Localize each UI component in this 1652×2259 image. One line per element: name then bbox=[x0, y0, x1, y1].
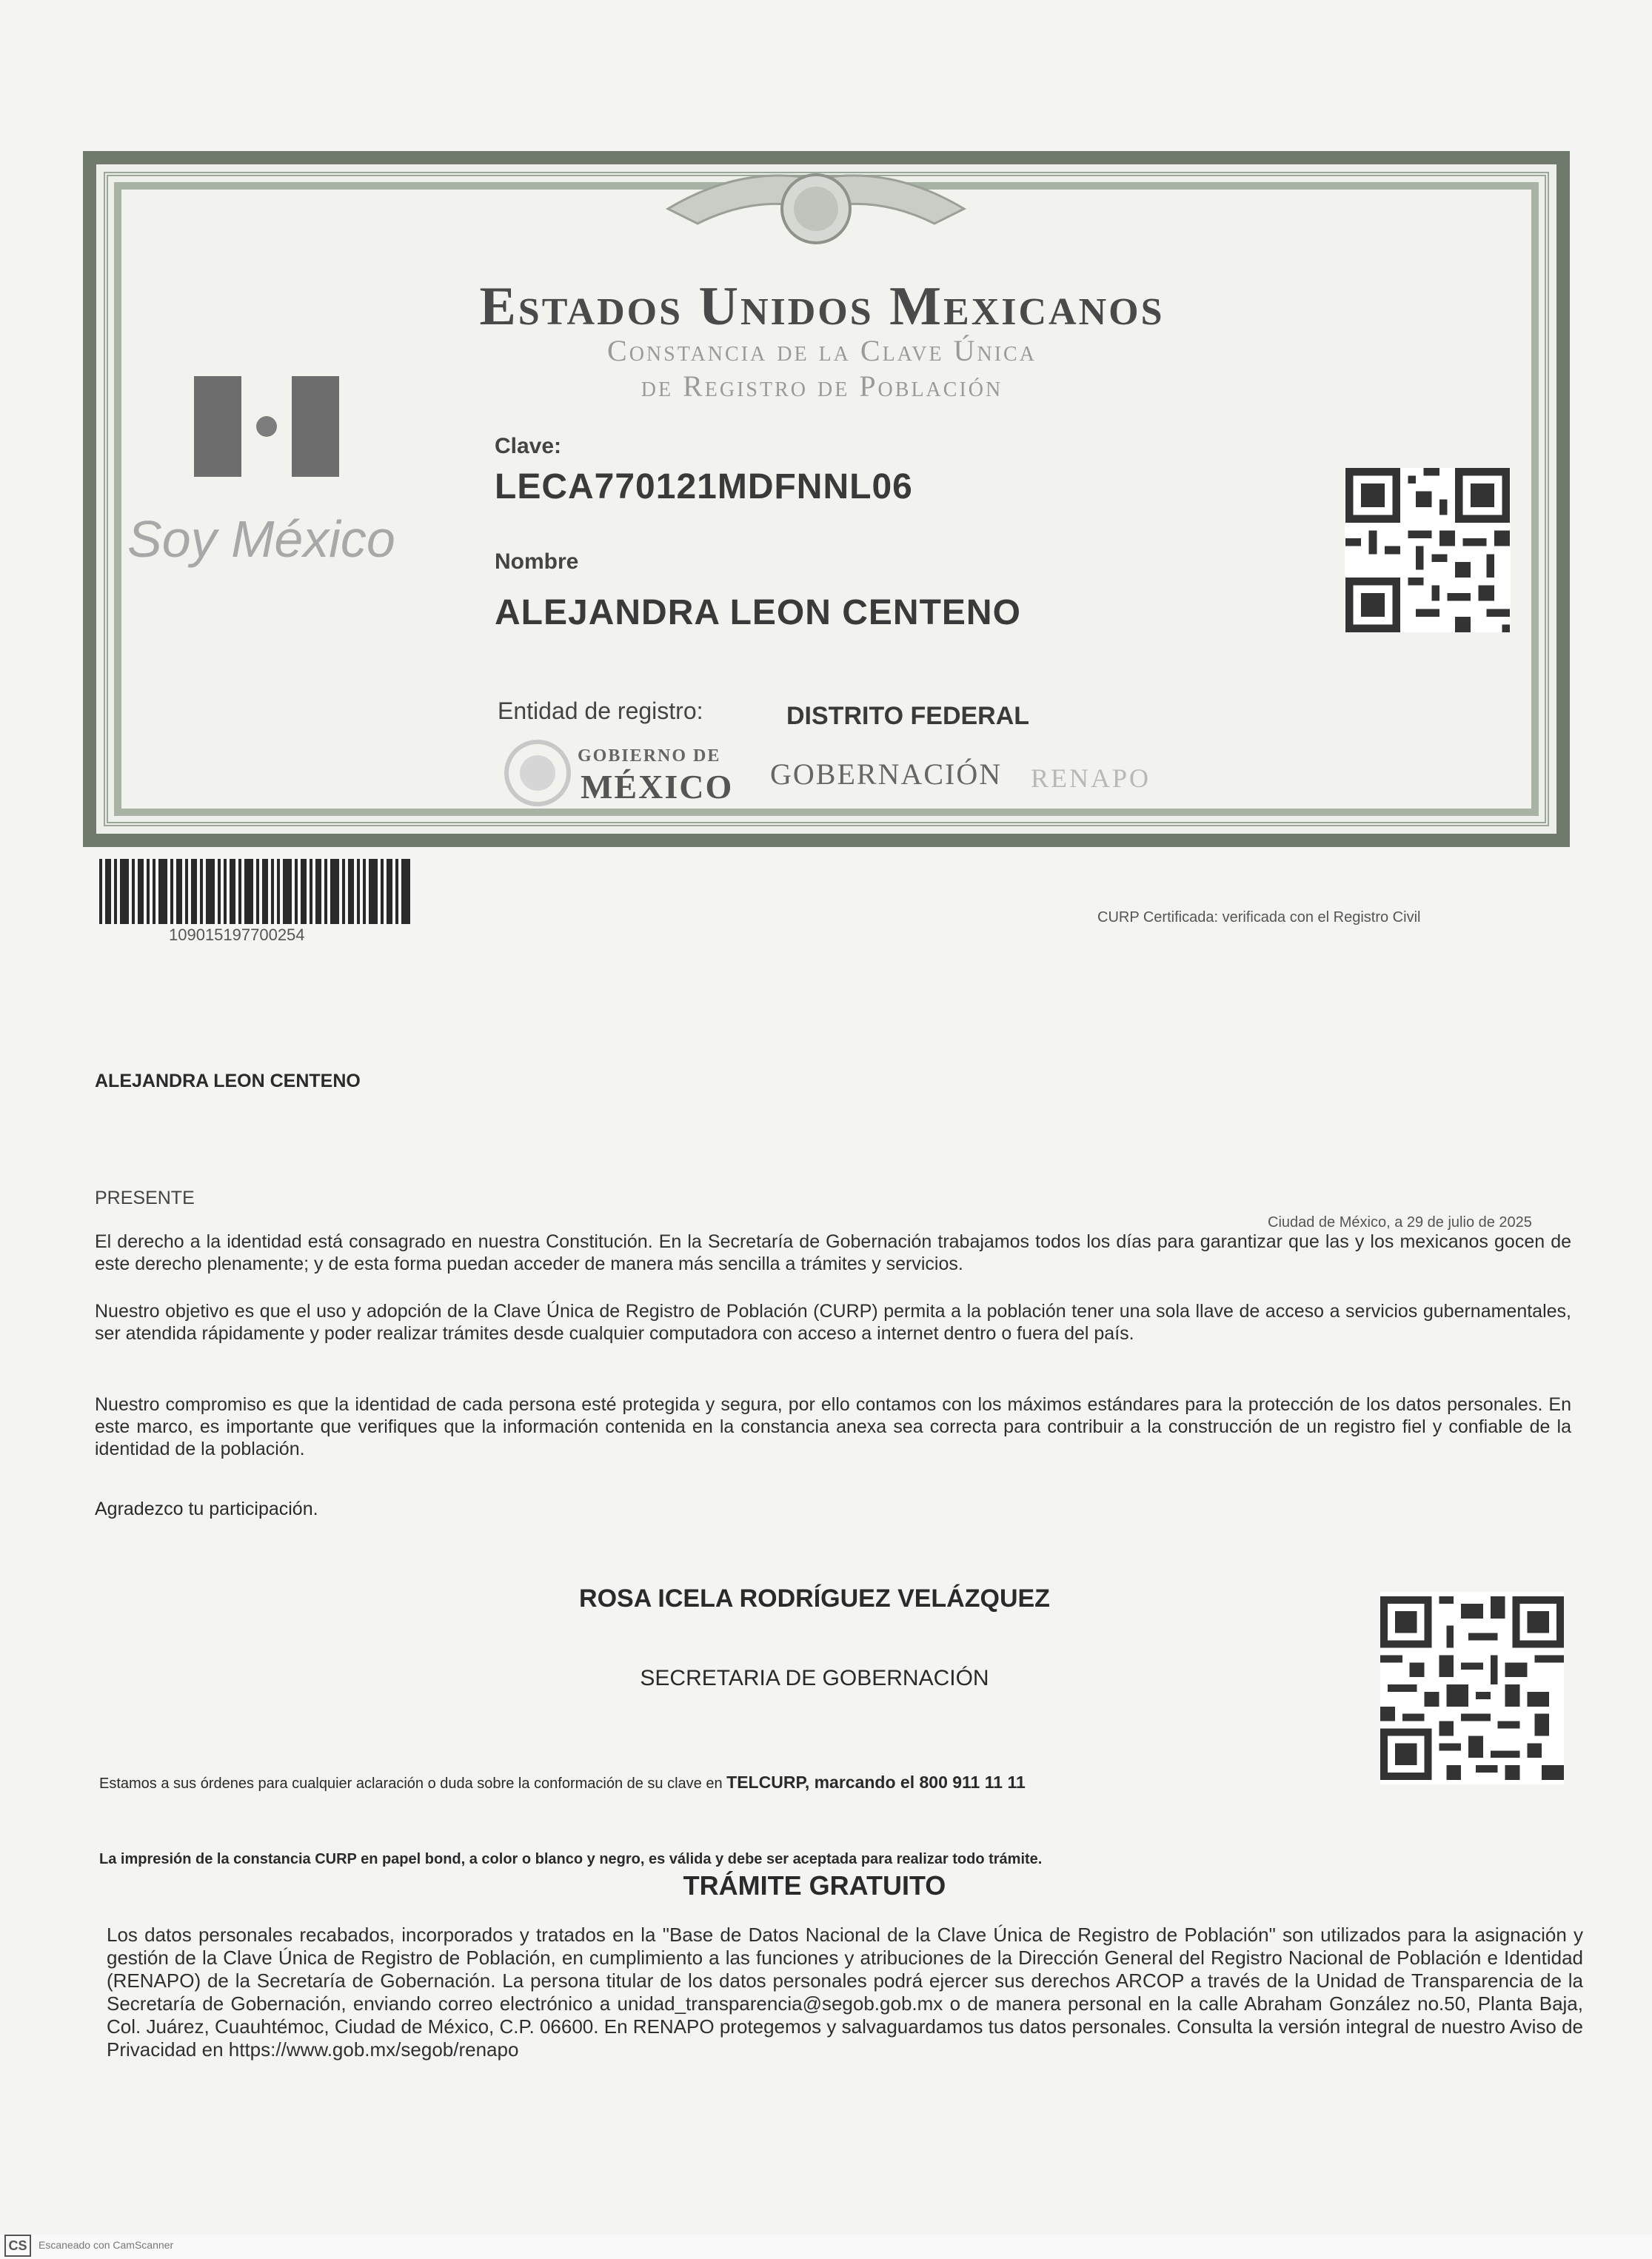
clave-value: LECA770121MDFNNL06 bbox=[495, 467, 913, 506]
letter-paragraph-3: Nuestro compromiso es que la identidad de cada persona esté protegida y segura, por ello contamos con los máximos estándares para la protección de los datos personales. En este marco, es importante que verifiques que la información contenida en la constancia anexa sea correcta para contribuir a la construcción de un registro fiel y confiable de la identidad de la población. bbox=[95, 1394, 1571, 1459]
privacy-notice: Los datos personales recabados, incorporados y tratados en la "Base de Datos Nacional de la Clave Única de Registro de Población" son utilizados para la asignación y gestión de la Clave Única de Registro de Población, en cumplimiento a las funciones y atribuciones de la Dirección General del Registro Nacional de Población e Identidad (RENAPO) de la Secretaría de Gobernación. La persona titular de los datos personales podrá ejercer sus derechos ARCOP a través de la Unidad de Transparencia de la Secretaría de Gobernación, enviando correo electrónico a unidad_transparencia@segob.gob.mx o de manera personal en la calle Abraham González no.50, Planta Baja, Col. Juárez, Cuauhtémoc, Ciudad de México, C.P. 06600. En RENAPO protegemos y salvaguardamos tus datos personales. Consulta la versión integral de nuestro Aviso de Privacidad en https://www.gob.mx/segob/renapo bbox=[107, 1924, 1583, 2061]
letter-addressee: ALEJANDRA LEON CENTENO bbox=[95, 1071, 361, 1091]
signer-name: ROSA ICELA RODRÍGUEZ VELÁZQUEZ bbox=[579, 1584, 1050, 1613]
scanner-footer bbox=[0, 2235, 1652, 2259]
letter-date: Ciudad de México, a 29 de julio de 2025 bbox=[1268, 1214, 1532, 1231]
logo-gobierno-line1: GOBIERNO DE bbox=[578, 746, 721, 766]
validity-note: La impresión de la constancia CURP en papel bond, a color o blanco y negro, es válida y debe ser aceptada para realizar todo trámite. bbox=[99, 1851, 1043, 1867]
telcurp-text: Estamos a sus órdenes para cualquier aclaración o duda sobre la conformación de su clave en bbox=[99, 1776, 727, 1792]
telcurp-line bbox=[99, 1773, 1026, 1793]
nombre-label: Nombre bbox=[495, 549, 579, 574]
signer-title: SECRETARIA DE GOBERNACIÓN bbox=[640, 1666, 989, 1690]
letter-thanks: Agradezco tu participación. bbox=[95, 1499, 318, 1519]
mexico-flag-icon bbox=[194, 376, 339, 477]
qr-code-icon bbox=[1345, 468, 1511, 632]
qr-code-icon bbox=[1380, 1592, 1564, 1784]
entidad-label: Entidad de registro: bbox=[498, 697, 703, 724]
letter-paragraph-1: El derecho a la identidad está consagrado en nuestra Constitución. En la Secretaría de Gobernación trabajamos todos los días para garantizar que las y los mexicanos gocen de este derecho plenamente; y de esta forma puedan acceder de manera más sencilla a trámites y servicios. bbox=[95, 1231, 1571, 1274]
camscanner-label: Escaneado con CamScanner bbox=[39, 2239, 174, 2251]
letter-presente: PRESENTE bbox=[95, 1188, 195, 1208]
logo-renapo: RENAPO bbox=[1031, 763, 1151, 793]
telcurp-phone: TELCURP, marcando el 800 911 11 11 bbox=[726, 1773, 1026, 1792]
certificate-title: Estados Unidos Mexicanos bbox=[479, 276, 1165, 337]
barcode-icon bbox=[99, 859, 410, 924]
nombre-value: ALEJANDRA LEON CENTENO bbox=[495, 593, 1021, 632]
letter-paragraph-2: Nuestro objetivo es que el uso y adopción de la Clave Única de Registro de Población (CURP) permita a la población tener una sola llave de acceso a servicios gubernamentales, ser atendida rápidamente y poder realizar trámites desde cualquier computadora con acceso a internet dentro o fuera del país. bbox=[95, 1301, 1571, 1344]
certified-note: CURP Certificada: verificada con el Registro Civil bbox=[1097, 909, 1421, 926]
logo-gobernacion: GOBERNACIÓN bbox=[770, 757, 1003, 791]
soy-mexico-brand: Soy México bbox=[127, 510, 395, 568]
gobierno-seal-icon bbox=[502, 737, 573, 809]
national-seal-icon bbox=[653, 164, 979, 253]
barcode-number: 109015197700254 bbox=[169, 926, 305, 944]
tramite-gratuito: TRÁMITE GRATUITO bbox=[683, 1870, 946, 1901]
certificate-subtitle-2: de Registro de Población bbox=[641, 369, 1003, 403]
entidad-value: DISTRITO FEDERAL bbox=[786, 702, 1030, 730]
certificate-subtitle-1: Constancia de la Clave Única bbox=[607, 334, 1037, 367]
logo-gobierno-line2: MÉXICO bbox=[581, 768, 734, 806]
camscanner-icon: CS bbox=[4, 2235, 31, 2257]
clave-label: Clave: bbox=[495, 434, 562, 458]
